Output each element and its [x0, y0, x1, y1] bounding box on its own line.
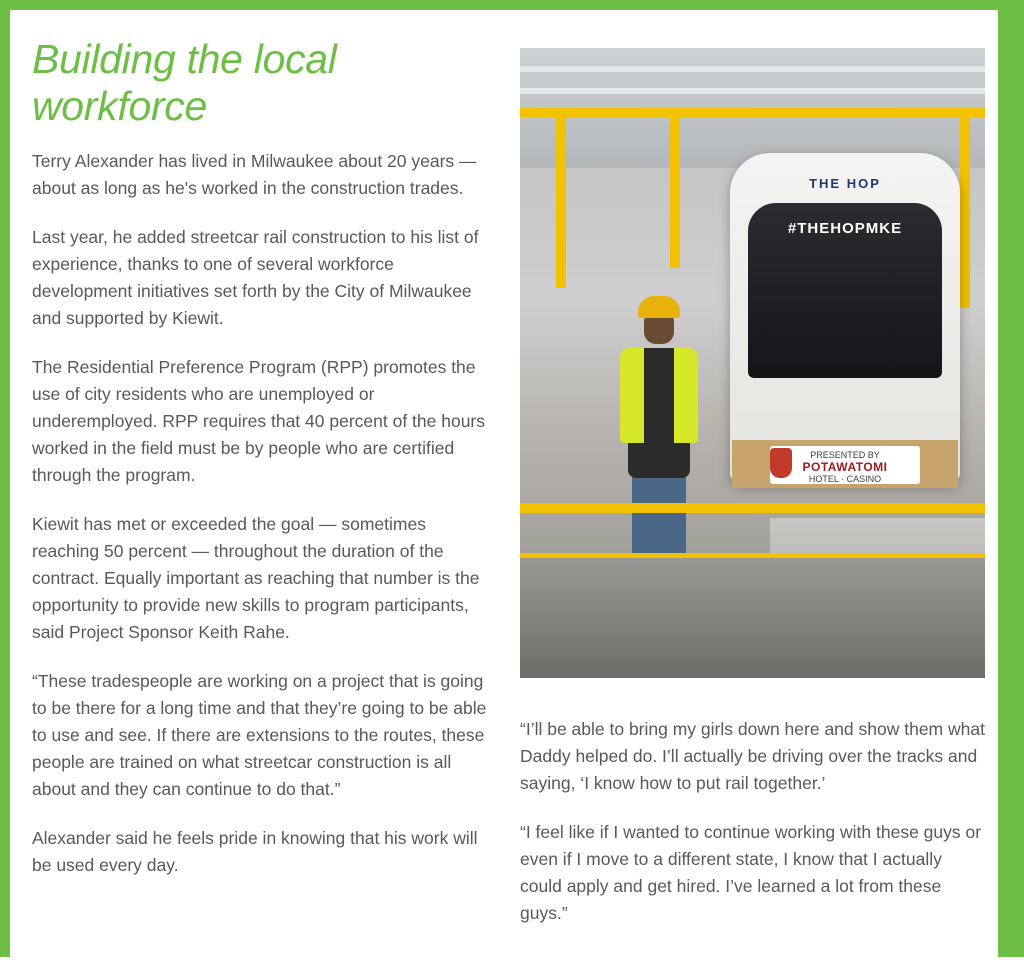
streetcar-hashtag-label: #THEHOPMKE: [787, 220, 903, 237]
media-column: [520, 48, 985, 927]
article-paragraph: Kiewit has met or exceeded the goal — sometimes reaching 50 percent — throughout the duration of the contract. Equally important as reaching that number is the opportunity to provide new skills to program participants, said Project Sponsor Keith Rahe.: [32, 514, 480, 642]
sponsor-placard: [770, 446, 920, 484]
photo-worker-hard-hat: [638, 296, 680, 318]
article-paragraph: “These tradespeople are working on a project that is going to be there for a long time and that they’re going to be able to use and see. If there are extensions to the routes, these people are trained on what streetcar construction is all about and they can continue to do that.”: [32, 671, 487, 799]
sponsor-prefix: PRESENTED BY: [810, 450, 880, 460]
sponsor-subtitle: HOTEL · CASINO: [808, 474, 882, 484]
pull-quote: “I feel like if I wanted to continue working with these guys or even if I move to a different state, I know that I actually could apply and get hired. I’ve learned a lot from these guys.”: [520, 822, 982, 923]
sponsor-name: POTAWATOMI: [802, 460, 888, 474]
photo-floor: [520, 558, 985, 678]
photo-worker-jacket: [644, 348, 674, 443]
article-paragraph: Alexander said he feels pride in knowing that his work will be used every day.: [32, 828, 478, 875]
top-green-bar: [0, 0, 1024, 10]
left-green-bar: [0, 0, 10, 971]
photo-red-hook: [770, 448, 792, 478]
photo-foreground-rail: [520, 503, 985, 513]
right-green-bar: [998, 0, 1024, 971]
streetcar-top-label: THE HOP: [809, 176, 881, 191]
photo-yellow-post: [670, 108, 680, 268]
pull-quotes: [520, 716, 985, 927]
ceiling-beam-icon: [520, 88, 985, 94]
photo-yellow-post: [556, 108, 566, 288]
bottom-white-bar: [0, 957, 1024, 971]
article-photo: [520, 48, 985, 678]
photo-upper-yellow-rail: [520, 108, 985, 117]
article-column: [32, 36, 494, 879]
pull-quote: “I’ll be able to bring my girls down here and show them what Daddy helped do. I’ll actually be driving over the tracks and saying, ‘I know how to put rail together.’: [520, 719, 985, 793]
article-paragraph: Terry Alexander has lived in Milwaukee about 20 years — about as long as he's worked in the construction trades.: [32, 151, 477, 198]
article-paragraph: Last year, he added streetcar rail construction to his list of experience, thanks to one of several workforce development initiatives set forth by the City of Milwaukee and supported by Kiewit.: [32, 227, 479, 328]
page-title: Building the local workforce: [32, 36, 337, 129]
article-paragraph: The Residential Preference Program (RPP) promotes the use of city residents who are unemployed or underemployed. RPP requires that 40 percent of the hours worked in the field must be by people who are certified through the program.: [32, 357, 486, 485]
photo-yellow-post: [960, 108, 970, 308]
page-inner: [10, 10, 998, 957]
ceiling-beam-icon: [520, 66, 985, 72]
